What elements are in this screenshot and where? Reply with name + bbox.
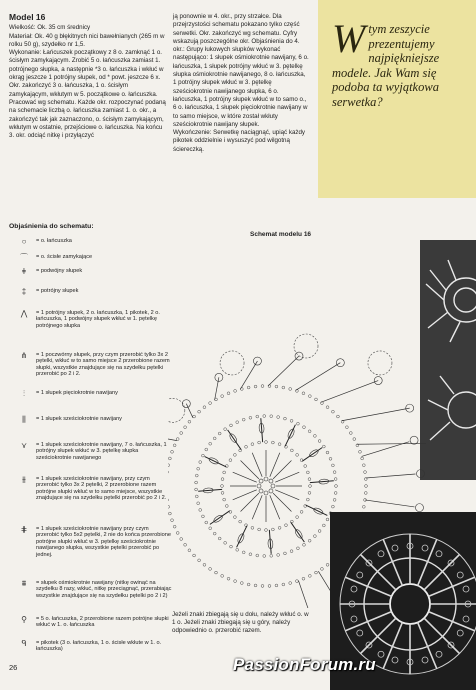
chain-mark (251, 443, 254, 446)
material-paragraph: Materiał: Ok. 40 g błękitnych nici bawełnianych (265 m w rolku 50 g), szydełko nr 1,5. (9, 32, 165, 48)
chain-mark (300, 510, 303, 513)
chain-mark (308, 478, 311, 481)
sextuple-treble-icon: ⫼ (22, 415, 26, 424)
chain-mark (297, 422, 300, 425)
chain-mark (303, 426, 306, 429)
chain-mark (205, 521, 208, 524)
chain-mark (234, 580, 237, 583)
legend-text: = o. łańcuszka (36, 238, 72, 244)
chain-mark (271, 528, 274, 531)
chain-mark (278, 443, 281, 446)
legend-text: = pikotek (3 o. łańcuszka, 1 o. ścisłe wkłute w 1. o. łańcuszka) (36, 640, 162, 653)
legend-item (12, 268, 172, 276)
legend-text: = potrójny słupek (36, 288, 79, 294)
chain-mark (306, 498, 309, 501)
chain-mark (271, 441, 274, 444)
petal-stitch (210, 511, 230, 525)
chain-mark (290, 550, 293, 553)
chain-mark (213, 437, 216, 440)
legend-item (12, 526, 172, 558)
legend-item (12, 238, 172, 246)
picot-mark (374, 377, 382, 385)
arch-stitch (342, 408, 410, 421)
footer-note: Jeżeli znaki zbiegają się u dołu, należy wkłuć o. w 1 o. Jeżeli znaki zbiegają się u góry, należy odpowiednio o. przerobić razem. (172, 611, 309, 635)
stitch-line (241, 493, 259, 511)
picot-mark (215, 373, 223, 381)
chain-mark (257, 484, 261, 488)
chain-mark (221, 395, 224, 398)
chain-mark (365, 485, 368, 488)
outer-arch (294, 334, 318, 358)
chain-mark (333, 498, 336, 501)
chain-mark (202, 454, 205, 457)
chain-mark (265, 441, 268, 444)
octuple-treble-icon: ⩩ (21, 579, 27, 588)
legend-item (12, 616, 172, 629)
chain-mark (258, 528, 261, 531)
petal-stitch (291, 522, 305, 542)
chain-mark (168, 512, 171, 515)
chain-mark (173, 444, 176, 447)
chain-mark (180, 432, 183, 435)
chain-mark (209, 568, 212, 571)
arch-stitch (168, 438, 177, 441)
chain-mark (230, 424, 233, 427)
chain-icon: ○ (21, 237, 27, 246)
chain-mark (278, 526, 281, 529)
legend-item (12, 310, 172, 329)
legend-item (12, 352, 172, 378)
chain-mark (227, 392, 230, 395)
chain-mark (247, 583, 250, 586)
chain-mark (254, 385, 257, 388)
chain-mark (284, 417, 287, 420)
chain-mark (309, 485, 312, 488)
legend-item (12, 416, 172, 424)
chain-mark (322, 524, 325, 527)
legend-text: = 1 słupek sześciokrotnie nawijany, przy czym przerobić tylko 3x 2 pętelki, 2 przerobione razem potrójne słupki wkłuć w to samo miejsce, wszystkie znajdujące się na szydełku pętelki przerobić po 2 i 2. (36, 476, 167, 502)
stitch-line (270, 453, 280, 477)
chain-mark (326, 563, 329, 566)
chain-mark (258, 441, 261, 444)
chain-mark (261, 585, 264, 588)
chain-mark (233, 453, 236, 456)
chain-mark (297, 547, 300, 550)
chain-mark (308, 430, 311, 433)
stitch-line (233, 472, 257, 482)
chain-mark (331, 505, 334, 508)
chain-mark (225, 505, 228, 508)
chain-mark (188, 549, 191, 552)
watermark: PassionForum.ru (233, 655, 376, 674)
double-crochet-icon: ǂ (21, 267, 27, 276)
chain-mark (227, 577, 230, 580)
chain-mark (242, 551, 245, 554)
chain-mark (329, 457, 332, 460)
chain-mark (296, 516, 299, 519)
chain-mark (318, 440, 321, 443)
page-number: 26 (9, 663, 18, 672)
chain-mark (256, 554, 259, 557)
chain-loop-cluster-icon: ⚲ (21, 615, 27, 624)
chain-mark (203, 563, 206, 566)
chain-mark (361, 457, 364, 460)
chain-mark (221, 574, 224, 577)
picot-arch-icon: ⋀ (20, 309, 28, 318)
article-column-left (9, 13, 167, 140)
chain-mark (195, 488, 198, 491)
chain-mark (334, 478, 337, 481)
chain-mark (275, 584, 278, 587)
stitch-line (273, 493, 291, 511)
arch-stitch (298, 581, 314, 608)
petal-stitch (237, 526, 247, 548)
chain-mark (230, 545, 233, 548)
finishing-paragraph: Wykończenie: Serwetkę naciągnąć, upiąć każdy pikotek oddzielnie i wysuszyć pod wilgotną ściereczką. (173, 129, 306, 153)
chain-mark (326, 406, 329, 409)
chain-mark (302, 392, 305, 395)
chain-mark (296, 453, 299, 456)
chain-mark (221, 485, 224, 488)
chain-mark (364, 492, 367, 495)
chain-mark (259, 489, 263, 493)
chain-mark (285, 524, 288, 527)
chain-mark (331, 464, 334, 467)
chain-mark (251, 526, 254, 529)
chain-mark (221, 478, 224, 481)
chain-mark (263, 555, 266, 558)
outer-arch (220, 351, 244, 375)
arch-stitch (366, 474, 416, 478)
size-paragraph: Wielkość: Ok. 35 cm średnicy (9, 24, 91, 32)
chain-mark (168, 457, 171, 460)
chain-mark (215, 571, 218, 574)
petal-stitch (306, 505, 328, 515)
chain-mark (326, 518, 329, 521)
chain-mark (223, 498, 226, 501)
stitch-line (275, 472, 299, 482)
sextuple-double-cluster-icon: ⋕ (20, 525, 28, 534)
chain-mark (173, 525, 176, 528)
chain-mark (265, 529, 268, 532)
chain-mark (256, 415, 259, 418)
outer-arch (168, 398, 185, 422)
chain-mark (198, 410, 201, 413)
round-notes-paragraph: ją ponownie w 4. okr., przy strzałce. Dla przejrzystości schematu pokazano tylko część serwetki. Okr. zakończyć wg schematu. Cyfry wskazują poszczególne okr. Objaśnienia do 4. okr.: Grupy łukowych słupków wykonać następująco: 1 słupek ośmiokrotnie nawijany, 6 o. łańcuszka, 1 słupek potrójny wkłuć w 3. pętelkę słupka ośmiokrotnie nawijanego, 8 o. łańcuszka, 1 potrójny słupek wkłuć w 3. pętelkę sześciokrotnie nawijanego słupka, 6 o. łańcuszka, 1 potrójny słupek wkłuć w to samo o., 6 o. łańcuszka, 1 słupek pięciokrotnie nawijany w to samo miejsce, w które został wkłuty sześciokrotnie nawijany słupek. (173, 13, 309, 128)
chain-mark (233, 516, 236, 519)
stitch-line (241, 461, 259, 479)
chain-mark (198, 559, 201, 562)
chain-mark (224, 428, 227, 431)
chain-mark (284, 552, 287, 555)
petal-stitch (228, 430, 242, 450)
chain-mark (236, 421, 239, 424)
chain-mark (304, 465, 307, 468)
chain-mark (334, 492, 337, 495)
chain-mark (180, 538, 183, 541)
chain-mark (229, 459, 232, 462)
stitch-line (270, 495, 280, 519)
triple-crochet-icon: ‡ (21, 287, 27, 296)
lace-photo-edge (420, 240, 476, 480)
legend-text: = o. ścisłe zamykające (36, 254, 93, 260)
chain-mark (269, 479, 273, 483)
picot-icon: ᑫ (21, 639, 27, 648)
chain-mark (313, 434, 316, 437)
article-title: Model 16 (9, 12, 46, 22)
chain-mark (197, 467, 200, 470)
petal-stitch (269, 530, 271, 554)
legend-item (12, 442, 172, 461)
chain-mark (218, 432, 221, 435)
legend-item (12, 390, 172, 398)
chain-mark (184, 426, 187, 429)
arch-stitch (296, 363, 341, 391)
chain-mark (221, 491, 224, 494)
chain-mark (269, 489, 273, 493)
legend-text: = słupek ośmiokrotnie nawijany (nitkę owinąć na szydełku 8 razy, wkłuć, nitkę przeciągnąć, przerabiając wszystkie znajdujące się na szydełku pętelki po 2 i 2) (36, 580, 172, 599)
legend-text: = podwójny słupek (36, 268, 83, 274)
arch-stitch (365, 500, 415, 507)
chain-mark (268, 585, 271, 588)
outer-arch (368, 351, 392, 375)
petal-stitch (205, 457, 227, 467)
picot-mark (417, 470, 425, 478)
chain-mark (195, 474, 198, 477)
chain-mark (223, 471, 226, 474)
chain-mark (171, 450, 174, 453)
chain-mark (290, 419, 293, 422)
chain-mark (218, 537, 221, 540)
legend-item (12, 640, 172, 653)
stitch-line (233, 490, 257, 500)
chain-mark (270, 554, 273, 557)
chain-mark (270, 415, 273, 418)
chain-mark (176, 438, 179, 441)
chain-mark (308, 491, 311, 494)
chain-mark (346, 426, 349, 429)
quadruple-cluster-icon: ⋔ (20, 351, 28, 360)
chain-mark (193, 554, 196, 557)
legend-item (12, 476, 172, 502)
chain-mark (315, 571, 318, 574)
chain-mark (202, 515, 205, 518)
chain-mark (359, 450, 362, 453)
chain-mark (184, 543, 187, 546)
legend-text: = 1 potrójny słupek, 2 o. łańcuszka, 1 pikotek, 2 o. łańcuszka, 1 podwójny słupek wkłuć w 1. pętelkę potrójnego słupka (36, 310, 160, 329)
chain-mark (264, 491, 268, 495)
picot-mark (182, 400, 190, 408)
chain-mark (205, 448, 208, 451)
chain-mark (364, 471, 367, 474)
petal-stitch (302, 448, 322, 462)
chain-mark (249, 416, 252, 419)
legend-text: = 1 słupek sześciokrotnie nawijany (36, 416, 122, 422)
chain-mark (335, 485, 338, 488)
quintuple-treble-icon: ⫶ (23, 389, 25, 398)
chain-mark (245, 445, 248, 448)
picot-mark (410, 436, 418, 444)
chain-mark (332, 410, 335, 413)
chain-mark (362, 505, 365, 508)
chain-mark (209, 402, 212, 405)
chain-mark (326, 451, 329, 454)
chain-mark (259, 479, 263, 483)
chain-mark (290, 449, 293, 452)
chain-mark (263, 415, 266, 418)
chain-mark (236, 548, 239, 551)
chain-mark (195, 495, 198, 498)
chain-mark (277, 554, 280, 557)
chain-mark (322, 445, 325, 448)
chain-mark (168, 464, 170, 467)
legend-item (12, 580, 172, 599)
slip-stitch-icon: ⌒ (20, 253, 28, 262)
promo-initial: W (332, 16, 366, 61)
chain-mark (349, 432, 352, 435)
chain-mark (321, 568, 324, 571)
chain-mark (277, 416, 280, 419)
arch-stitch (268, 356, 299, 386)
chain-mark (239, 520, 242, 523)
petal-stitch (310, 481, 334, 483)
chain-mark (271, 484, 275, 488)
chain-mark (289, 582, 292, 585)
chain-mark (199, 509, 202, 512)
chain-mark (176, 532, 179, 535)
chain-mark (289, 388, 292, 391)
petal-stitch (261, 418, 263, 442)
stitch-line (252, 495, 262, 519)
chain-mark (296, 580, 299, 583)
chain-mark (337, 415, 340, 418)
chain-mark (213, 532, 216, 535)
chain-mark (261, 385, 264, 388)
chain-mark (168, 505, 170, 508)
petal-stitch (285, 425, 295, 447)
instructions-paragraph: Wykonanie: Łańcuszek początkowy z 8 o. zamknąć 1 o. ścisłym zamykającym. Zrobić 5 o. łańcuszka zamiast 1. potrójnego słupka, a następnie *3 o. łańcuszka i wkłuć w okrąg jeszcze 1 potrójny słupek, od * powt. jeszcze 6 x. Okr. zakończyć 3 o. łańcuszka, 1 o. ścisłym zamykającym, wkłutym w 5. początkowe o. łańcuszka. Pracować wg schematu. Każde okr. rozpoczynać podaną na schemacie liczbą o. łańcuszka zamiast 1. o. okr., a zakończyć tak jak zaznaczono, o. ścisłym zamykającym, wkłutym w ostatnie, przejściowe o. łańcuszka. Na końcu 3. okr. odciąć nitkę i przyłączyć (9, 49, 166, 140)
chain-mark (249, 553, 252, 556)
lace-edge-drawing (420, 240, 476, 480)
stitch-line (273, 461, 291, 479)
stitch-line (275, 490, 299, 500)
chain-mark (275, 385, 278, 388)
sextuple-triple-v-icon: ⋎ (21, 441, 27, 450)
chain-mark (318, 530, 321, 533)
chain-mark (234, 389, 237, 392)
picot-mark (415, 504, 423, 512)
chain-mark (209, 527, 212, 530)
chain-mark (264, 477, 268, 481)
legend-text: = 1 słupek pięciokrotnie nawijany (36, 390, 118, 396)
arch-stitch (321, 381, 378, 403)
promo-box (318, 0, 476, 198)
chain-mark (224, 541, 227, 544)
legend-text: = 1 poczwórny słupek, przy czym przerobić tylko 3x 2 pętelki, wkłuć w to samo miejsce 2 przerobione razem słupki, wszystkie znajdujące się na szydełku pętelki przerobić po 2 i 2. (36, 352, 170, 378)
chain-mark (353, 438, 356, 441)
sextuple-cluster-icon: ⫵ (22, 475, 26, 484)
legend-title: Objaśnienia do schematu: (9, 223, 94, 230)
chain-mark (188, 420, 191, 423)
schema-title: Schemat modelu 16 (250, 231, 312, 238)
chain-mark (308, 395, 311, 398)
chain-mark (195, 481, 198, 484)
article-column-middle (173, 13, 309, 154)
chain-mark (282, 386, 285, 389)
chain-mark (313, 535, 316, 538)
petal-stitch (198, 489, 222, 491)
chain-mark (315, 398, 318, 401)
promo-body: tym zeszycie prezentujemy najpiękniejsze modele. Jak Wam się podoba ta wyjątkowa serwetka? (332, 22, 440, 109)
chain-mark (242, 418, 245, 421)
chain-mark (203, 406, 206, 409)
chain-mark (282, 583, 285, 586)
chain-mark (302, 577, 305, 580)
chain-mark (240, 582, 243, 585)
legend-item (12, 288, 172, 296)
legend-text: = 1 słupek sześciokrotnie nawijany przy czym przerobić tylko 5x2 pętelki, 2 nie do końca przerobione potrójne słupki wkłuć w 3. pętelkę sześciokrotnie nawijanego słupka, wszystkie pętelki przerobić po jednej. (36, 526, 171, 558)
promo-text (332, 16, 468, 109)
chain-mark (362, 464, 365, 467)
chain-mark (254, 584, 257, 587)
chain-mark (308, 574, 311, 577)
chain-mark (303, 543, 306, 546)
chain-mark (197, 502, 200, 505)
legend-text: = 5 o. łańcuszka, 2 przerobione razem potrójne słupki wkłuć w 1. o. łańcuszka (36, 616, 169, 629)
chain-mark (171, 519, 174, 522)
chain-mark (199, 461, 202, 464)
legend-item (12, 254, 172, 262)
chain-mark (308, 539, 311, 542)
chain-mark (333, 471, 336, 474)
chain-mark (247, 386, 250, 389)
chain-mark (306, 471, 309, 474)
legend-text: = 1 słupek sześciokrotnie nawijany, 7 o. łańcuszka, 1 potrójny słupek wkłuć w 3. pętelkę słupka sześciokrotnie nawijanego (36, 442, 167, 461)
picot-mark (253, 357, 261, 365)
stitch-line (252, 453, 262, 477)
chain-mark (209, 442, 212, 445)
